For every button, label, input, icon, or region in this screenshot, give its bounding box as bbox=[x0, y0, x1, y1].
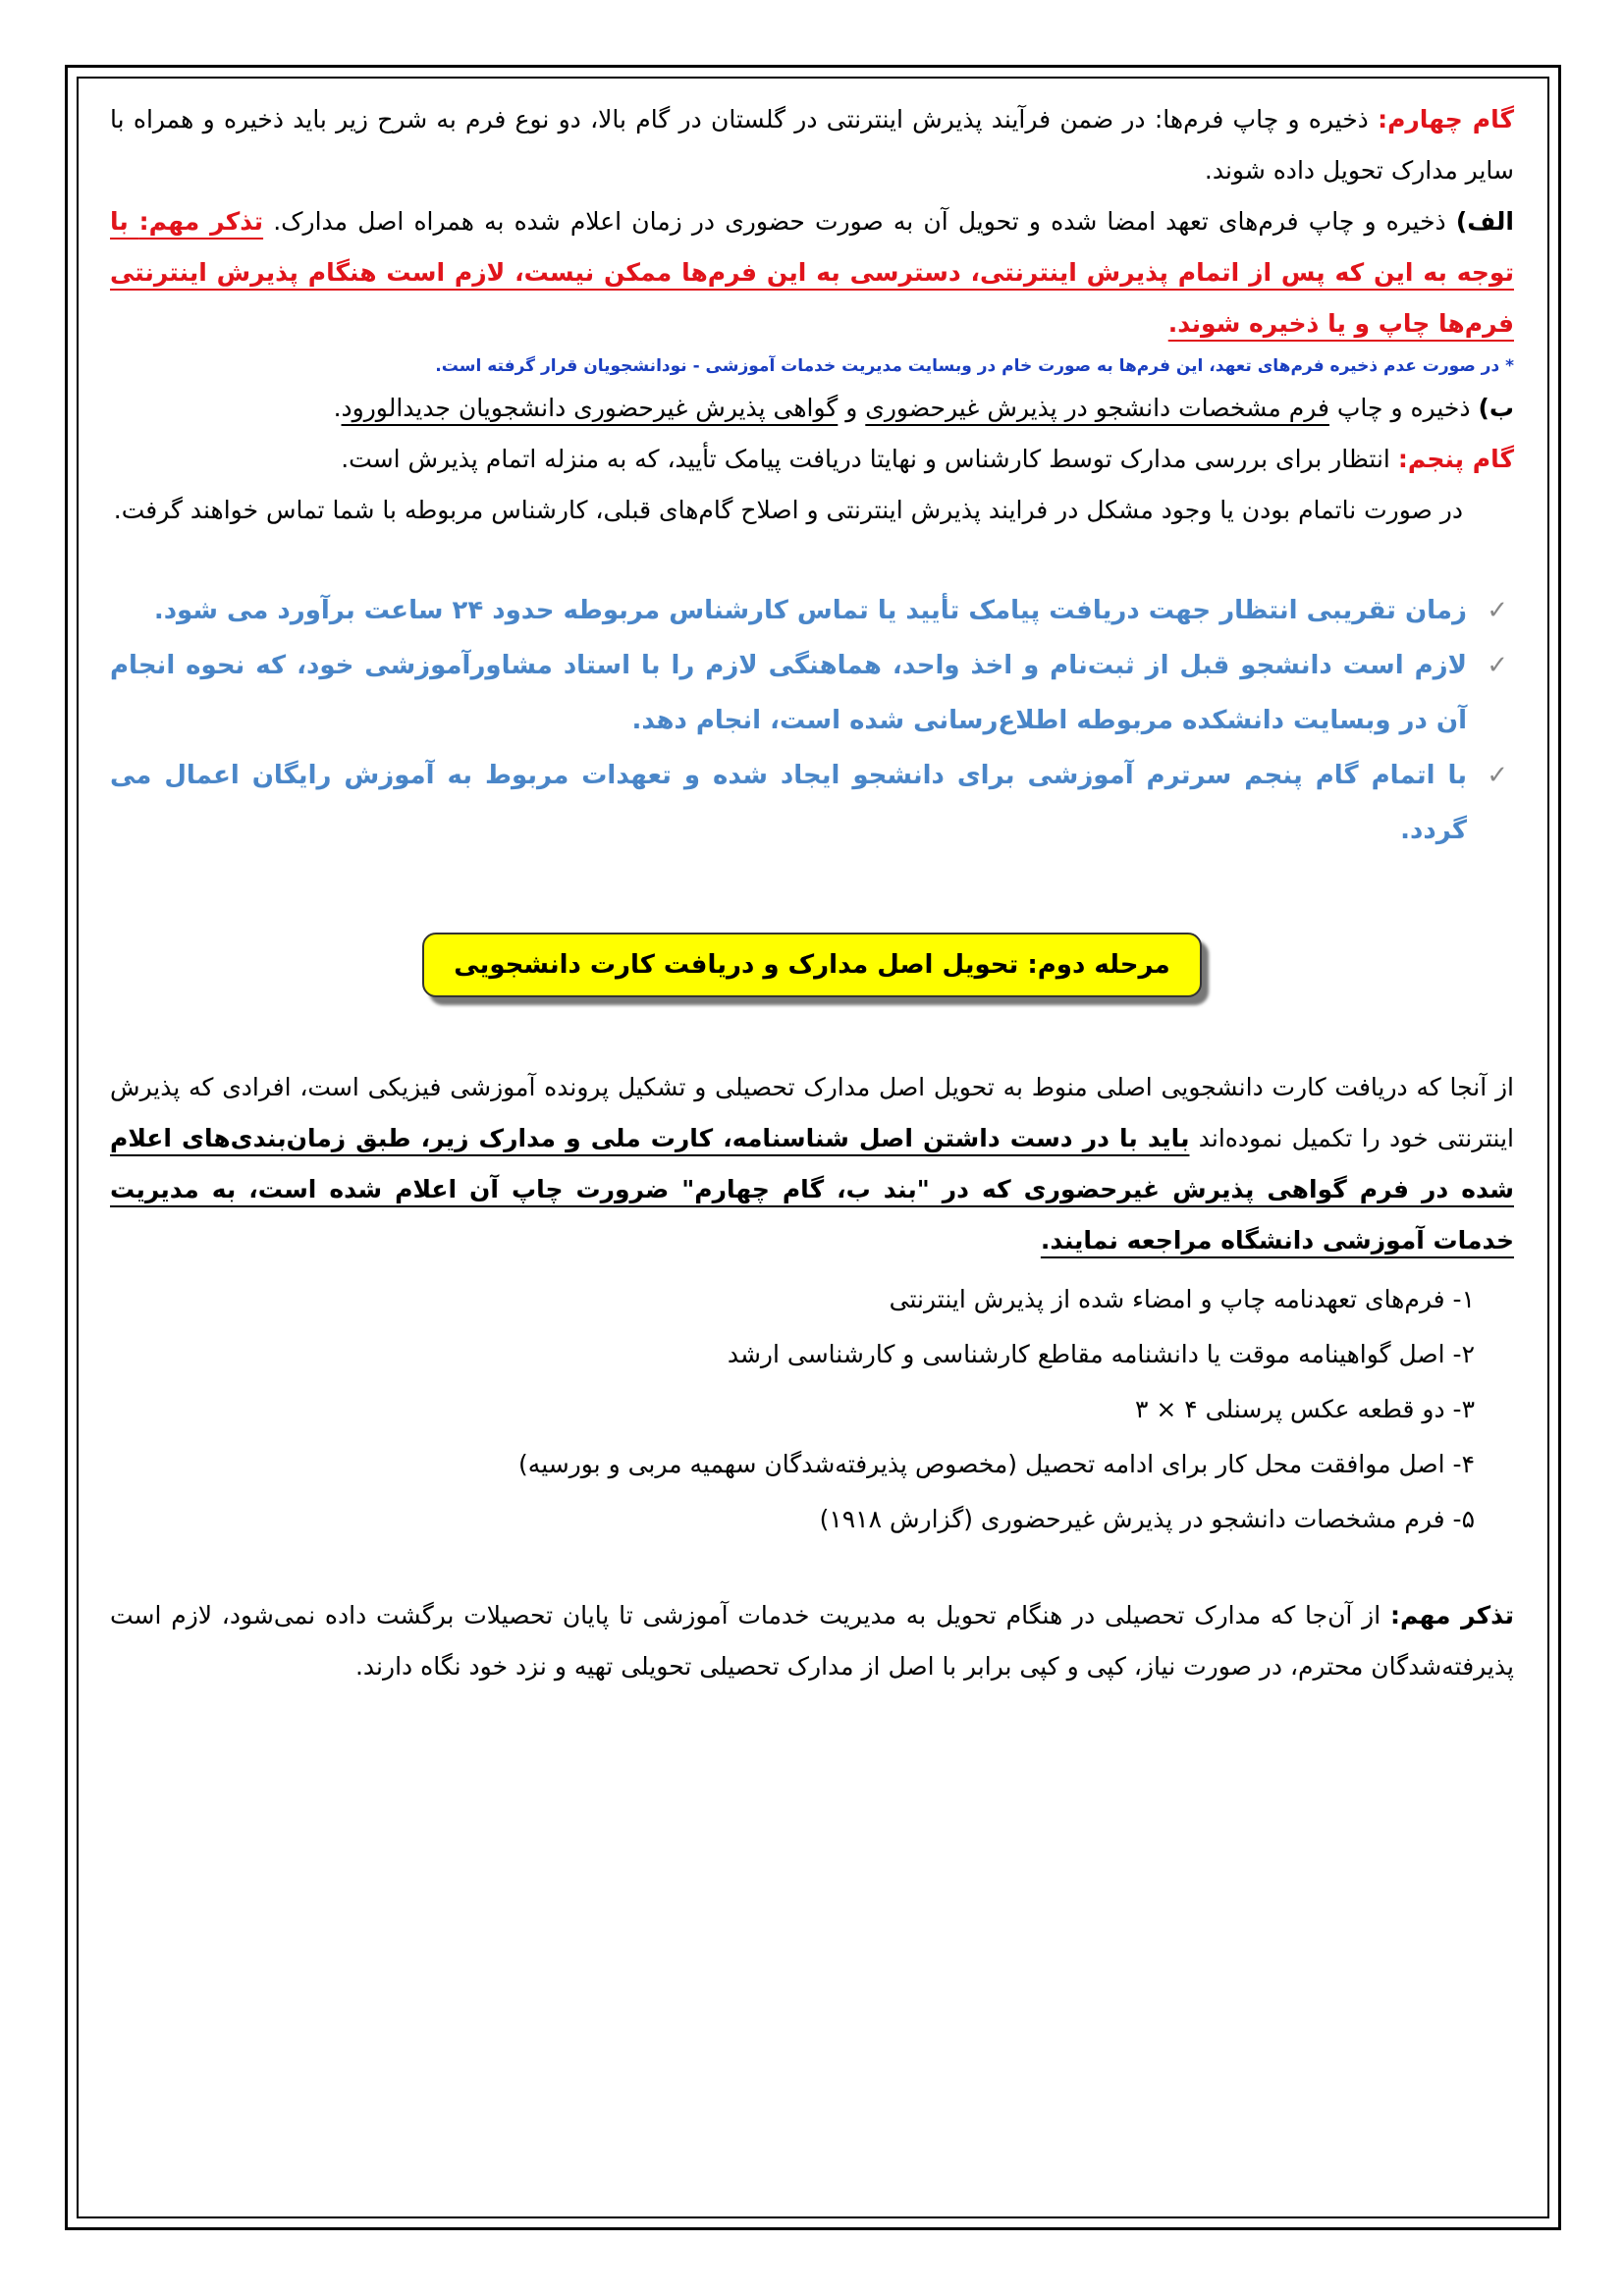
check-icon: ✓ bbox=[1487, 651, 1508, 680]
be-form-2: گواهی پذیرش غیرحضوری دانشجویان جدیدالورود bbox=[341, 394, 839, 422]
document-item: ۵- فرم مشخصات دانشجو در پذیرش غیرحضوری (گزارش ۱۹۱۸) bbox=[819, 1505, 1475, 1533]
important-text: با توجه به این که پس از اتمام پذیرش اینترنتی، دسترسی به این فرم‌ها ممکن نیست، لازم است هنگام پذیرش اینترنتی فرم‌ها چاپ و یا ذخیره شوند. bbox=[110, 207, 1514, 338]
stage2-banner-wrap bbox=[110, 933, 1514, 1011]
checklist-item bbox=[110, 748, 1514, 858]
step5-heading: گام پنجم: bbox=[1397, 445, 1514, 473]
footnote: * در صورت عدم ذخیره فرم‌های تعهد، این فرم‌ها به صورت خام در وبسایت مدیریت خدمات آموزشی - نودانشجویان قرار گرفته است. bbox=[435, 356, 1514, 376]
be-text: ذخیره و چاپ bbox=[1328, 394, 1479, 422]
stage2-paragraph bbox=[110, 1062, 1514, 1266]
checklist-item bbox=[110, 583, 1514, 638]
checklist bbox=[110, 583, 1514, 858]
checklist-item bbox=[110, 638, 1514, 748]
document-item: ۱- فرم‌های تعهدنامه چاپ و امضاء شده از پذیرش اینترنتی bbox=[889, 1285, 1475, 1313]
alef-text: ذخیره و چاپ فرم‌های تعهد امضا شده و تحویل آن به صورت حضوری در زمان اعلام شده به همراه اصل مدارک. bbox=[263, 207, 1456, 236]
final-note-label: تذکر مهم: bbox=[1389, 1601, 1514, 1629]
document-item: ۴- اصل موافقت محل کار برای ادامه تحصیل (مخصوص پذیرفته‌شدگان سهمیه مربی و بورسیه) bbox=[518, 1450, 1475, 1478]
document-body bbox=[110, 94, 1514, 1692]
step4-heading: گام چهارم: bbox=[1378, 105, 1514, 133]
step4-paragraph bbox=[110, 94, 1514, 196]
spacer bbox=[110, 1547, 1514, 1590]
required-documents-list bbox=[110, 1272, 1475, 1547]
checklist-text: لازم است دانشجو قبل از ثبت‌نام و اخذ واحد، هماهنگی لازم را با استاد مشاورآموزشی خود، که نحوه انجام آن در وبسایت دانشکده مربوطه اطلاع‌رسانی شده است، انجام دهد. bbox=[110, 651, 1467, 735]
be-and: و bbox=[838, 394, 866, 422]
final-note-paragraph bbox=[110, 1590, 1514, 1692]
document-item: ۲- اصل گواهینامه موقت یا دانشنامه مقاطع کارشناسی و کارشناسی ارشد bbox=[727, 1340, 1475, 1368]
alef-label: الف) bbox=[1455, 207, 1514, 236]
step5-paragraph bbox=[110, 434, 1514, 485]
step4-alef-paragraph bbox=[110, 196, 1514, 349]
check-icon: ✓ bbox=[1487, 596, 1508, 625]
be-end: . bbox=[333, 394, 342, 422]
stage2-banner: مرحله دوم: تحویل اصل مدارک و دریافت کارت دانشجویی bbox=[422, 933, 1202, 997]
check-icon: ✓ bbox=[1487, 761, 1508, 790]
step5-followup: در صورت ناتمام بودن یا وجود مشکل در فرایند پذیرش اینترنتی و اصلاح گام‌های قبلی، کارشناس مربوطه با شما تماس خواهند گرفت. bbox=[113, 496, 1463, 524]
step4-be-paragraph bbox=[110, 383, 1514, 434]
checklist-text: با اتمام گام پنجم سرترم آموزشی برای دانشجو ایجاد شده و تعهدات مربوط به آموزش رایگان اعمال می گردد. bbox=[110, 761, 1467, 845]
step4-intro: ذخیره و چاپ فرم‌ها: در ضمن فرآیند پذیرش اینترنتی در گلستان در گام بالا، دو نوع فرم به شرح زیر باید ذخیره و همراه با سایر مدارک تحویل داده شوند. bbox=[110, 105, 1514, 185]
stage2-text: از آنجا که دریافت کارت دانشجویی اصلی منوط به تحویل اصل مدارک تحصیلی و تشکیل پرونده آموزشی فیزیکی است، افرادی که پذیرش اینترنتی خود را تکمیل نموده‌اند bbox=[110, 1073, 1514, 1152]
document-item: ۳- دو قطعه عکس پرسنلی ۴ × ۳ bbox=[1135, 1395, 1475, 1423]
step5-text: انتظار برای بررسی مدارک توسط کارشناس و نهایتا دریافت پیامک تأیید، که به منزله اتمام پذیرش است. bbox=[341, 445, 1398, 473]
stage2-bold-text: باید با در دست داشتن اصل شناسنامه، کارت ملی و مدارک زیر، طبق زمان‌بندی‌های اعلام شده در فرم گواهی پذیرش غیرحضوری که در "بند ب، گام چهارم" ضرورت چاپ آن اعلام شده است، به مدیریت خدمات آموزشی دانشگاه مراجعه نمایند. bbox=[110, 1124, 1514, 1255]
be-form-1: فرم مشخصات دانشجو در پذیرش غیرحضوری bbox=[865, 394, 1329, 422]
final-note-text: از آن‌جا که مدارک تحصیلی در هنگام تحویل به مدیریت خدمات آموزشی تا پایان تحصیلات برگشت داده نمی‌شود، لازم است پذیرفته‌شدگان محترم، در صورت نیاز، کپی و کپی برابر با اصل از مدارک تحصیلی تحویلی تهیه و نزد خود نگاه دارند. bbox=[110, 1601, 1514, 1681]
important-label: تذکر مهم: bbox=[138, 207, 264, 236]
checklist-text: زمان تقریبی انتظار جهت دریافت پیامک تأیید یا تماس کارشناس مربوطه حدود ۲۴ ساعت برآورد می شود. bbox=[153, 596, 1467, 625]
be-label: ب) bbox=[1478, 394, 1514, 422]
